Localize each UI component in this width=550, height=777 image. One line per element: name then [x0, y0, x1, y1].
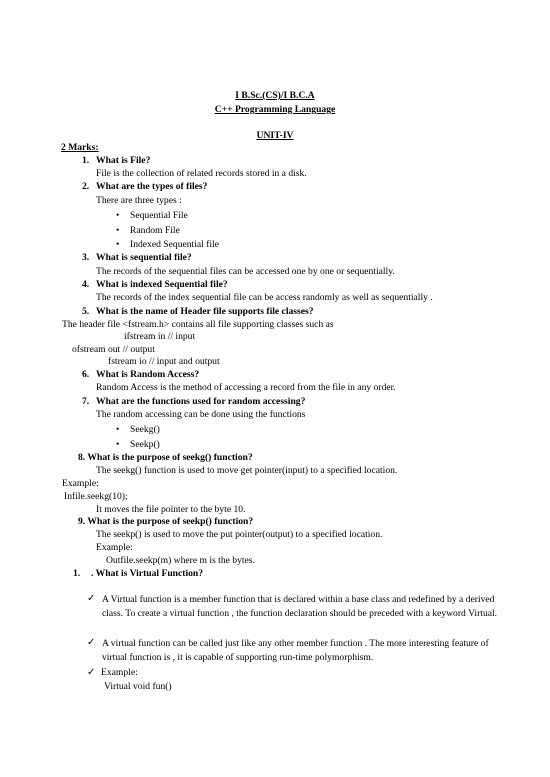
- bullet-icon: •: [116, 439, 120, 450]
- question-number: 2.: [82, 181, 90, 192]
- question-text: What is File?: [96, 155, 151, 166]
- question-text: What is Random Access?: [96, 369, 200, 380]
- example-label: Example:: [101, 667, 138, 678]
- checkmark-icon: ✓: [87, 593, 96, 604]
- answer-4: The records of the index sequential file can be access randomly as well as sequentially .: [96, 292, 433, 303]
- question-text: What are the types of files?: [96, 181, 208, 192]
- question-8: 8. What is the purpose of seekg() function?: [78, 452, 253, 463]
- code-line: Infile.seekg(10);: [64, 491, 128, 502]
- course-title: I B.Sc.(CS)/I B.C.A: [235, 90, 315, 101]
- code-line: ifstream in // input: [124, 331, 196, 342]
- answer-7: The random accessing can be done using the functions: [96, 409, 306, 420]
- code-line: fstream io // input and output: [108, 356, 220, 367]
- list-item: • Seekg(): [116, 424, 160, 435]
- question-number: 3.: [82, 252, 90, 263]
- example-label: Example:: [96, 542, 133, 553]
- list-item: • Indexed Sequential file: [116, 239, 219, 250]
- bullet-icon: •: [116, 239, 120, 250]
- checkmark-icon: ✓: [87, 637, 96, 648]
- answer-1: File is the collection of related records stored in a disk.: [96, 168, 307, 179]
- answer-3: The records of the sequential files can be accessed one by one or sequentially.: [96, 266, 395, 277]
- question-6: [82, 369, 199, 381]
- list-item: • Sequential File: [116, 210, 188, 221]
- question-number: 6.: [82, 369, 90, 380]
- answer-8-note: It moves the file pointer to the byte 10.: [96, 504, 246, 515]
- answer-2: There are three types :: [96, 195, 182, 206]
- unit-title: UNIT-IV: [256, 130, 294, 141]
- list-item: • Seekp(): [116, 439, 160, 450]
- bullet-icon: •: [116, 210, 120, 221]
- question-3: [82, 252, 192, 264]
- question-number: 7.: [82, 396, 90, 407]
- checkmark-icon: ✓: [87, 667, 96, 678]
- example-label: Example:: [62, 478, 99, 489]
- list-item: [87, 667, 138, 679]
- question-number: 5.: [82, 306, 90, 317]
- question-text: What is the name of Header file supports file classes?: [96, 306, 314, 317]
- question-text: What is sequential file?: [96, 252, 192, 263]
- question-number: 1.: [73, 568, 81, 579]
- question-9: 9. What is the purpose of seekp() function?: [78, 516, 254, 527]
- code-line: Virtual void fun(): [104, 681, 172, 692]
- question-text: What is indexed Sequential file?: [96, 279, 228, 290]
- answer-5: The header file <fstream.h> contains all file supporting classes such as: [62, 319, 334, 330]
- question-text: . What is Virtual Function?: [91, 568, 204, 579]
- question-7: [82, 396, 305, 408]
- code-line: Outfile.seekp(m) where m is the bytes.: [106, 555, 255, 566]
- question-2: [82, 181, 207, 193]
- answer-8: The seekg() function is used to move get pointer(input) to a specified location.: [96, 465, 398, 476]
- code-line: ofstream out // output: [72, 344, 155, 355]
- question-5: [82, 306, 314, 318]
- list-item: ✓ A virtual function can be called just like any other member function . The more interesting feature of virtual function is , it is capable of supporting run-time polymorphism.: [87, 637, 489, 663]
- list-item: • Random File: [116, 225, 180, 236]
- question-text: What are the functions used for random accessing?: [96, 396, 306, 407]
- question-number: 1.: [82, 155, 90, 166]
- question-virtual-function: [73, 568, 203, 580]
- question-1: [82, 155, 150, 167]
- question-number: 4.: [82, 279, 90, 290]
- subject-title: C++ Programming Language: [214, 104, 336, 115]
- list-item: ✓ A Virtual function is a member function that is declared within a base class and redefined by a derived class. To create a virtual function , the function declaration should be preceded with a keyword Virtual.: [87, 593, 498, 619]
- bullet-icon: •: [116, 424, 120, 435]
- bullet-icon: •: [116, 225, 120, 236]
- question-4: [82, 279, 228, 291]
- section-heading: 2 Marks:: [61, 142, 99, 153]
- answer-9: The seekp() is used to move the put pointer(output) to a specified location.: [96, 529, 383, 540]
- answer-6: Random Access is the method of accessing a record from the file in any order.: [96, 382, 396, 393]
